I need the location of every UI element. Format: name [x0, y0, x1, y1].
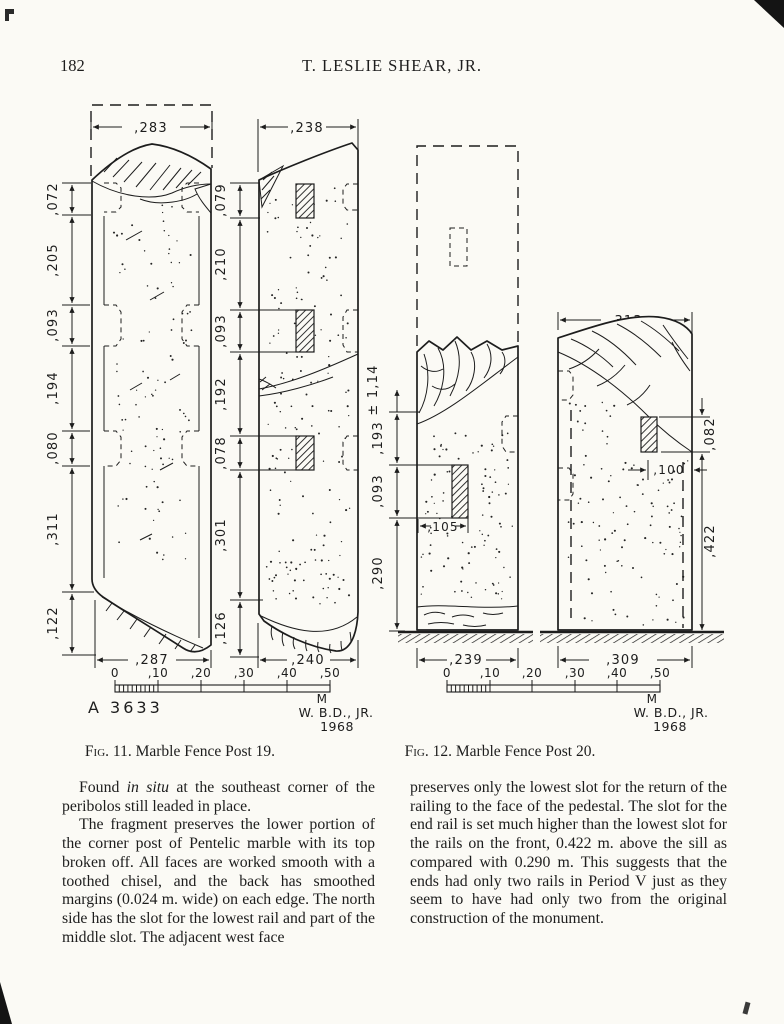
svg-text:0: 0	[110, 666, 120, 680]
svg-text:,40: ,40	[276, 666, 298, 680]
fig11-scale-bar	[88, 666, 373, 734]
svg-text:,50: ,50	[649, 666, 671, 680]
svg-text:,50: ,50	[319, 666, 341, 680]
running-head: T. LESLIE SHEAR, JR.	[301, 56, 483, 75]
svg-text:,079: ,079	[214, 183, 229, 217]
dim-slot-width: ,105	[427, 520, 459, 534]
scale-unit: M	[316, 692, 328, 706]
fig11-side-view	[46, 105, 212, 668]
svg-text:,10: ,10	[147, 666, 169, 680]
svg-text:,301: ,301	[214, 518, 229, 552]
fig12-caption-label: Fig. 12.	[404, 743, 452, 760]
svg-text:,194: ,194	[46, 371, 61, 405]
svg-text:0: 0	[442, 666, 452, 680]
svg-text:,093: ,093	[46, 308, 61, 342]
fig11-caption-label: Fig. 11.	[84, 743, 132, 760]
dim-top-width: ,283	[134, 121, 168, 136]
catalog-number: A 3633	[88, 698, 163, 717]
dim-slot-height: ,082	[703, 417, 718, 451]
fig12-end-view	[540, 312, 724, 668]
fig12-scale-bar	[443, 666, 709, 734]
paragraph: preserves only the lowest slot for the return of the railing to the face of the pedestal. The slot for the end rail is set much higher than the lowest slot for the rails on the front, 0.422 m. above the sill as compared with 0.290 m. This suggests that the ends had only two rails in Period V just as they seem to have had only two from the original construction of the monument.	[410, 779, 727, 927]
dim-sill-to-slot: ,422	[703, 524, 718, 558]
svg-text:,080: ,080	[46, 431, 61, 465]
svg-text:,210: ,210	[214, 247, 229, 281]
scale-unit: M	[646, 692, 658, 706]
svg-text:,193: ,193	[371, 421, 386, 455]
svg-text:,20: ,20	[521, 666, 543, 680]
svg-text:,40: ,40	[606, 666, 628, 680]
svg-text:,126: ,126	[214, 611, 229, 645]
page-number: 182	[60, 56, 85, 75]
drawing-year: 1968	[653, 719, 687, 734]
paragraph: The fragment preserves the lower portion of the corner post of Pentelic marble with its top broken off. All faces are worked smooth with a toothed chisel, and the back has smoothed margins (0.024 m. wide) on each edge. The north side has the slot for the lowest rail and part of the middle slot. The adjacent west face	[62, 816, 375, 946]
restored-slot	[450, 228, 467, 266]
dim-bottom-width: ,287	[135, 653, 169, 668]
drawing-year: 1968	[320, 719, 354, 734]
svg-text:,078: ,078	[214, 436, 229, 470]
svg-text:,290: ,290	[371, 556, 386, 590]
restored-outline	[417, 146, 518, 346]
stone-outline	[92, 144, 211, 652]
body-left-column	[62, 779, 375, 947]
rail-slot	[641, 417, 657, 452]
svg-text:,122: ,122	[46, 606, 61, 640]
fig11-caption-text: Marble Fence Post 19.	[135, 743, 276, 760]
paragraph: Found in situ at the southeast corner of the peribolos still leaded in place.	[62, 779, 375, 815]
stone-outline	[259, 143, 358, 651]
svg-text:,093: ,093	[371, 474, 386, 508]
fig11-caption	[30, 743, 330, 761]
in-situ-italic: in situ	[126, 779, 170, 796]
dim-slot-width: ,100	[653, 463, 685, 477]
dim-bottom-width: ,240	[291, 653, 325, 668]
svg-text:,192: ,192	[214, 377, 229, 411]
dim-bottom-width: ,239	[449, 653, 483, 668]
dim-top-width: ,238	[290, 121, 324, 136]
fig12-caption-text: Marble Fence Post 20.	[455, 743, 596, 760]
body-right-column	[410, 779, 727, 929]
dim-restored-height: ± 1,14	[366, 364, 381, 416]
svg-text:,311: ,311	[46, 512, 61, 546]
rail-slot	[296, 436, 314, 470]
rail-slot	[296, 184, 314, 218]
svg-text:,30: ,30	[564, 666, 586, 680]
draftsman-signature: W. B.D., JR.	[633, 705, 709, 720]
fig11-front-view	[214, 119, 358, 668]
rail-slot	[452, 465, 468, 518]
rail-slot	[296, 310, 314, 352]
svg-text:,20: ,20	[190, 666, 212, 680]
svg-text:,30: ,30	[233, 666, 255, 680]
fig12-front-view	[366, 146, 533, 668]
svg-text:,10: ,10	[479, 666, 501, 680]
svg-text:,093: ,093	[214, 314, 229, 348]
draftsman-signature: W. B.D., JR.	[298, 705, 374, 720]
svg-text:,205: ,205	[46, 243, 61, 277]
dim-bottom-width: ,309	[606, 653, 640, 668]
dim-height: ,072	[46, 182, 61, 216]
fig12-caption	[350, 743, 650, 761]
